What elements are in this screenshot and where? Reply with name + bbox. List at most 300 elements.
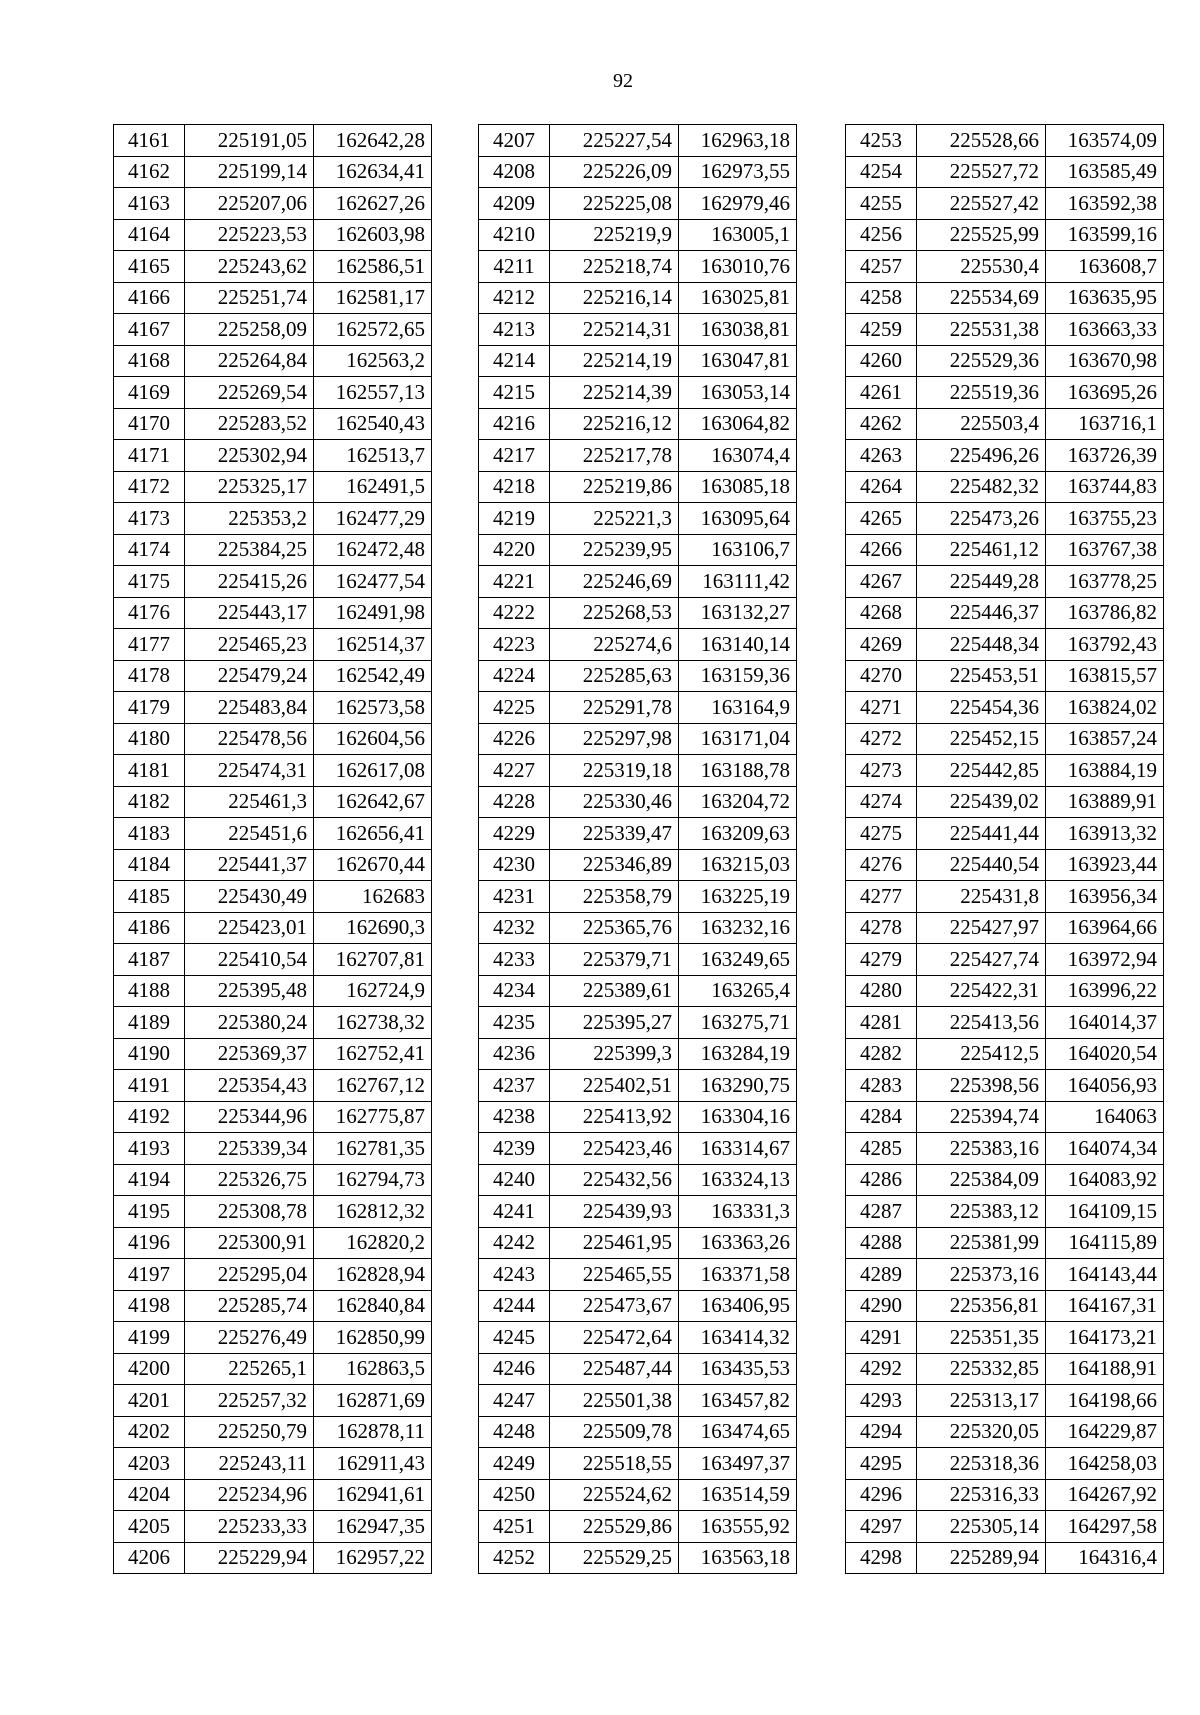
table-row: [479, 345, 797, 377]
table-row: [846, 1290, 1164, 1322]
y-coordinate-cell: 163474,65: [679, 1416, 797, 1448]
x-coordinate-cell: 225239,95: [550, 534, 679, 566]
point-number-cell: 4289: [846, 1259, 917, 1291]
point-number-cell: 4268: [846, 597, 917, 629]
point-number-cell: 4238: [479, 1101, 550, 1133]
y-coordinate-cell: 162707,81: [314, 944, 432, 976]
point-number-cell: 4251: [479, 1511, 550, 1543]
point-number-cell: 4256: [846, 219, 917, 251]
x-coordinate-cell: 225479,24: [185, 660, 314, 692]
table-row: [846, 881, 1164, 913]
x-coordinate-cell: 225461,3: [185, 786, 314, 818]
point-number-cell: 4272: [846, 723, 917, 755]
y-coordinate-cell: 163670,98: [1046, 345, 1164, 377]
table-row: [479, 818, 797, 850]
point-number-cell: 4207: [479, 125, 550, 157]
x-coordinate-cell: 225221,3: [550, 503, 679, 535]
y-coordinate-cell: 162724,9: [314, 975, 432, 1007]
point-number-cell: 4222: [479, 597, 550, 629]
table-row: [114, 314, 432, 346]
point-number-cell: 4250: [479, 1479, 550, 1511]
y-coordinate-cell: 163972,94: [1046, 944, 1164, 976]
table-row: [846, 1227, 1164, 1259]
y-coordinate-cell: 163095,64: [679, 503, 797, 535]
point-number-cell: 4183: [114, 818, 185, 850]
y-coordinate-cell: 162642,28: [314, 125, 432, 157]
table-row: [479, 1353, 797, 1385]
point-number-cell: 4171: [114, 440, 185, 472]
y-coordinate-cell: 164109,15: [1046, 1196, 1164, 1228]
x-coordinate-cell: 225229,94: [185, 1542, 314, 1574]
y-coordinate-cell: 163599,16: [1046, 219, 1164, 251]
x-coordinate-cell: 225527,72: [917, 156, 1046, 188]
y-coordinate-cell: 163074,4: [679, 440, 797, 472]
x-coordinate-cell: 225384,09: [917, 1164, 1046, 1196]
table-row: [479, 1007, 797, 1039]
y-coordinate-cell: 162863,5: [314, 1353, 432, 1385]
x-coordinate-cell: 225430,49: [185, 881, 314, 913]
y-coordinate-cell: 163563,18: [679, 1542, 797, 1574]
y-coordinate-cell: 162840,84: [314, 1290, 432, 1322]
table-row: [114, 1070, 432, 1102]
y-coordinate-cell: 163767,38: [1046, 534, 1164, 566]
x-coordinate-cell: 225217,78: [550, 440, 679, 472]
table-row: [479, 1038, 797, 1070]
table-row: [846, 345, 1164, 377]
x-coordinate-cell: 225496,26: [917, 440, 1046, 472]
x-coordinate-cell: 225225,08: [550, 188, 679, 220]
x-coordinate-cell: 225243,62: [185, 251, 314, 283]
y-coordinate-cell: 162642,67: [314, 786, 432, 818]
y-coordinate-cell: 163778,25: [1046, 566, 1164, 598]
table-row: [114, 566, 432, 598]
point-number-cell: 4247: [479, 1385, 550, 1417]
point-number-cell: 4223: [479, 629, 550, 661]
coordinates-table-1: [113, 124, 432, 1574]
point-number-cell: 4269: [846, 629, 917, 661]
x-coordinate-cell: 225330,46: [550, 786, 679, 818]
x-coordinate-cell: 225461,95: [550, 1227, 679, 1259]
table-row: [479, 1511, 797, 1543]
point-number-cell: 4237: [479, 1070, 550, 1102]
point-number-cell: 4266: [846, 534, 917, 566]
x-coordinate-cell: 225441,44: [917, 818, 1046, 850]
x-coordinate-cell: 225529,36: [917, 345, 1046, 377]
x-coordinate-cell: 225384,25: [185, 534, 314, 566]
point-number-cell: 4246: [479, 1353, 550, 1385]
point-number-cell: 4166: [114, 282, 185, 314]
y-coordinate-cell: 163010,76: [679, 251, 797, 283]
table-row: [114, 1511, 432, 1543]
x-coordinate-cell: 225353,2: [185, 503, 314, 535]
table-row: [114, 534, 432, 566]
table-row: [479, 692, 797, 724]
y-coordinate-cell: 162656,41: [314, 818, 432, 850]
point-number-cell: 4288: [846, 1227, 917, 1259]
point-number-cell: 4197: [114, 1259, 185, 1291]
x-coordinate-cell: 225358,79: [550, 881, 679, 913]
table-row: [846, 660, 1164, 692]
x-coordinate-cell: 225427,74: [917, 944, 1046, 976]
point-number-cell: 4218: [479, 471, 550, 503]
y-coordinate-cell: 162979,46: [679, 188, 797, 220]
x-coordinate-cell: 225395,27: [550, 1007, 679, 1039]
x-coordinate-cell: 225276,49: [185, 1322, 314, 1354]
table-row: [114, 1542, 432, 1574]
x-coordinate-cell: 225226,09: [550, 156, 679, 188]
y-coordinate-cell: 162820,2: [314, 1227, 432, 1259]
x-coordinate-cell: 225443,17: [185, 597, 314, 629]
y-coordinate-cell: 163265,4: [679, 975, 797, 1007]
table-row: [479, 660, 797, 692]
point-number-cell: 4169: [114, 377, 185, 409]
y-coordinate-cell: 162963,18: [679, 125, 797, 157]
table-row: [846, 282, 1164, 314]
y-coordinate-cell: 163663,33: [1046, 314, 1164, 346]
table-row: [846, 1007, 1164, 1039]
y-coordinate-cell: 164316,4: [1046, 1542, 1164, 1574]
x-coordinate-cell: 225528,66: [917, 125, 1046, 157]
y-coordinate-cell: 163038,81: [679, 314, 797, 346]
x-coordinate-cell: 225381,99: [917, 1227, 1046, 1259]
y-coordinate-cell: 163744,83: [1046, 471, 1164, 503]
x-coordinate-cell: 225398,56: [917, 1070, 1046, 1102]
table-row: [114, 1448, 432, 1480]
y-coordinate-cell: 163857,24: [1046, 723, 1164, 755]
point-number-cell: 4283: [846, 1070, 917, 1102]
x-coordinate-cell: 225448,34: [917, 629, 1046, 661]
point-number-cell: 4234: [479, 975, 550, 1007]
x-coordinate-cell: 225289,94: [917, 1542, 1046, 1574]
table-row: [846, 251, 1164, 283]
point-number-cell: 4258: [846, 282, 917, 314]
table-row: [846, 597, 1164, 629]
table-row: [479, 1070, 797, 1102]
point-number-cell: 4291: [846, 1322, 917, 1354]
x-coordinate-cell: 225461,12: [917, 534, 1046, 566]
point-number-cell: 4281: [846, 1007, 917, 1039]
x-coordinate-cell: 225318,36: [917, 1448, 1046, 1480]
coordinates-table-2: [478, 124, 797, 1574]
table-row: [479, 503, 797, 535]
point-number-cell: 4216: [479, 408, 550, 440]
x-coordinate-cell: 225354,43: [185, 1070, 314, 1102]
x-coordinate-cell: 225389,61: [550, 975, 679, 1007]
y-coordinate-cell: 163132,27: [679, 597, 797, 629]
x-coordinate-cell: 225264,84: [185, 345, 314, 377]
point-number-cell: 4243: [479, 1259, 550, 1291]
table-row: [114, 125, 432, 157]
y-coordinate-cell: 162812,32: [314, 1196, 432, 1228]
point-number-cell: 4253: [846, 125, 917, 157]
point-number-cell: 4200: [114, 1353, 185, 1385]
table-row: [479, 1448, 797, 1480]
point-number-cell: 4213: [479, 314, 550, 346]
point-number-cell: 4201: [114, 1385, 185, 1417]
y-coordinate-cell: 163889,91: [1046, 786, 1164, 818]
x-coordinate-cell: 225339,47: [550, 818, 679, 850]
x-coordinate-cell: 225482,32: [917, 471, 1046, 503]
point-number-cell: 4241: [479, 1196, 550, 1228]
x-coordinate-cell: 225394,74: [917, 1101, 1046, 1133]
table-row: [114, 471, 432, 503]
table-row: [846, 1259, 1164, 1291]
x-coordinate-cell: 225534,69: [917, 282, 1046, 314]
y-coordinate-cell: 164167,31: [1046, 1290, 1164, 1322]
x-coordinate-cell: 225399,3: [550, 1038, 679, 1070]
x-coordinate-cell: 225439,02: [917, 786, 1046, 818]
point-number-cell: 4224: [479, 660, 550, 692]
x-coordinate-cell: 225449,28: [917, 566, 1046, 598]
table-row: [846, 1101, 1164, 1133]
table-row: [479, 188, 797, 220]
y-coordinate-cell: 163275,71: [679, 1007, 797, 1039]
point-number-cell: 4184: [114, 849, 185, 881]
x-coordinate-cell: 225308,78: [185, 1196, 314, 1228]
y-coordinate-cell: 163574,09: [1046, 125, 1164, 157]
x-coordinate-cell: 225258,09: [185, 314, 314, 346]
x-coordinate-cell: 225356,81: [917, 1290, 1046, 1322]
table-row: [114, 1322, 432, 1354]
table-row: [479, 944, 797, 976]
x-coordinate-cell: 225316,33: [917, 1479, 1046, 1511]
point-number-cell: 4275: [846, 818, 917, 850]
y-coordinate-cell: 163585,49: [1046, 156, 1164, 188]
point-number-cell: 4274: [846, 786, 917, 818]
y-coordinate-cell: 163171,04: [679, 723, 797, 755]
y-coordinate-cell: 164258,03: [1046, 1448, 1164, 1480]
y-coordinate-cell: 162627,26: [314, 188, 432, 220]
table-row: [114, 1416, 432, 1448]
point-number-cell: 4225: [479, 692, 550, 724]
x-coordinate-cell: 225530,4: [917, 251, 1046, 283]
point-number-cell: 4170: [114, 408, 185, 440]
point-number-cell: 4181: [114, 755, 185, 787]
point-number-cell: 4285: [846, 1133, 917, 1165]
table-row: [114, 440, 432, 472]
x-coordinate-cell: 225527,42: [917, 188, 1046, 220]
table-row: [114, 1164, 432, 1196]
x-coordinate-cell: 225501,38: [550, 1385, 679, 1417]
y-coordinate-cell: 164074,34: [1046, 1133, 1164, 1165]
point-number-cell: 4286: [846, 1164, 917, 1196]
table-row: [846, 755, 1164, 787]
y-coordinate-cell: 163232,16: [679, 912, 797, 944]
table-row: [114, 1290, 432, 1322]
y-coordinate-cell: 163815,57: [1046, 660, 1164, 692]
y-coordinate-cell: 163064,82: [679, 408, 797, 440]
y-coordinate-cell: 162634,41: [314, 156, 432, 188]
x-coordinate-cell: 225305,14: [917, 1511, 1046, 1543]
table-row: [846, 723, 1164, 755]
table-row: [846, 503, 1164, 535]
point-number-cell: 4192: [114, 1101, 185, 1133]
point-number-cell: 4215: [479, 377, 550, 409]
table-row: [114, 1353, 432, 1385]
x-coordinate-cell: 225268,53: [550, 597, 679, 629]
y-coordinate-cell: 163159,36: [679, 660, 797, 692]
point-number-cell: 4276: [846, 849, 917, 881]
y-coordinate-cell: 162604,56: [314, 723, 432, 755]
x-coordinate-cell: 225191,05: [185, 125, 314, 157]
y-coordinate-cell: 163964,66: [1046, 912, 1164, 944]
point-number-cell: 4203: [114, 1448, 185, 1480]
x-coordinate-cell: 225503,4: [917, 408, 1046, 440]
x-coordinate-cell: 225441,37: [185, 849, 314, 881]
table-row: [846, 1542, 1164, 1574]
y-coordinate-cell: 163209,63: [679, 818, 797, 850]
point-number-cell: 4196: [114, 1227, 185, 1259]
x-coordinate-cell: 225295,04: [185, 1259, 314, 1291]
y-coordinate-cell: 163324,13: [679, 1164, 797, 1196]
x-coordinate-cell: 225219,9: [550, 219, 679, 251]
x-coordinate-cell: 225346,89: [550, 849, 679, 881]
x-coordinate-cell: 225320,05: [917, 1416, 1046, 1448]
table-row: [846, 219, 1164, 251]
x-coordinate-cell: 225250,79: [185, 1416, 314, 1448]
point-number-cell: 4263: [846, 440, 917, 472]
y-coordinate-cell: 163140,14: [679, 629, 797, 661]
point-number-cell: 4195: [114, 1196, 185, 1228]
y-coordinate-cell: 162573,58: [314, 692, 432, 724]
x-coordinate-cell: 225332,85: [917, 1353, 1046, 1385]
table-row: [114, 1007, 432, 1039]
x-coordinate-cell: 225452,15: [917, 723, 1046, 755]
table-row: [114, 1196, 432, 1228]
table-row: [846, 314, 1164, 346]
point-number-cell: 4205: [114, 1511, 185, 1543]
table-row: [479, 1227, 797, 1259]
y-coordinate-cell: 162690,3: [314, 912, 432, 944]
x-coordinate-cell: 225199,14: [185, 156, 314, 188]
table-row: [479, 534, 797, 566]
point-number-cell: 4173: [114, 503, 185, 535]
y-coordinate-cell: 163792,43: [1046, 629, 1164, 661]
table-row: [479, 440, 797, 472]
y-coordinate-cell: 164297,58: [1046, 1511, 1164, 1543]
x-coordinate-cell: 225283,52: [185, 408, 314, 440]
table-row: [114, 755, 432, 787]
table-row: [846, 1479, 1164, 1511]
y-coordinate-cell: 164063: [1046, 1101, 1164, 1133]
x-coordinate-cell: 225302,94: [185, 440, 314, 472]
x-coordinate-cell: 225473,67: [550, 1290, 679, 1322]
y-coordinate-cell: 164056,93: [1046, 1070, 1164, 1102]
point-number-cell: 4297: [846, 1511, 917, 1543]
y-coordinate-cell: 162670,44: [314, 849, 432, 881]
table-row: [479, 1290, 797, 1322]
table-row: [846, 1385, 1164, 1417]
table-row: [846, 125, 1164, 157]
table-row: [479, 125, 797, 157]
x-coordinate-cell: 225423,46: [550, 1133, 679, 1165]
table-row: [846, 1038, 1164, 1070]
point-number-cell: 4172: [114, 471, 185, 503]
table-row: [114, 881, 432, 913]
point-number-cell: 4233: [479, 944, 550, 976]
table-row: [479, 282, 797, 314]
table-row: [846, 1196, 1164, 1228]
x-coordinate-cell: 225251,74: [185, 282, 314, 314]
y-coordinate-cell: 164173,21: [1046, 1322, 1164, 1354]
point-number-cell: 4210: [479, 219, 550, 251]
y-coordinate-cell: 162572,65: [314, 314, 432, 346]
y-coordinate-cell: 163215,03: [679, 849, 797, 881]
x-coordinate-cell: 225300,91: [185, 1227, 314, 1259]
point-number-cell: 4232: [479, 912, 550, 944]
point-number-cell: 4273: [846, 755, 917, 787]
y-coordinate-cell: 162871,69: [314, 1385, 432, 1417]
y-coordinate-cell: 162603,98: [314, 219, 432, 251]
x-coordinate-cell: 225380,24: [185, 1007, 314, 1039]
table-row: [114, 1133, 432, 1165]
y-coordinate-cell: 162477,29: [314, 503, 432, 535]
point-number-cell: 4298: [846, 1542, 917, 1574]
x-coordinate-cell: 225478,56: [185, 723, 314, 755]
y-coordinate-cell: 162513,7: [314, 440, 432, 472]
x-coordinate-cell: 225297,98: [550, 723, 679, 755]
y-coordinate-cell: 164267,92: [1046, 1479, 1164, 1511]
point-number-cell: 4231: [479, 881, 550, 913]
y-coordinate-cell: 162850,99: [314, 1322, 432, 1354]
table-row: [479, 219, 797, 251]
table-row: [114, 156, 432, 188]
y-coordinate-cell: 163457,82: [679, 1385, 797, 1417]
x-coordinate-cell: 225413,56: [917, 1007, 1046, 1039]
point-number-cell: 4248: [479, 1416, 550, 1448]
x-coordinate-cell: 225257,32: [185, 1385, 314, 1417]
y-coordinate-cell: 162563,2: [314, 345, 432, 377]
point-number-cell: 4257: [846, 251, 917, 283]
x-coordinate-cell: 225412,5: [917, 1038, 1046, 1070]
y-coordinate-cell: 163331,3: [679, 1196, 797, 1228]
point-number-cell: 4178: [114, 660, 185, 692]
y-coordinate-cell: 162973,55: [679, 156, 797, 188]
x-coordinate-cell: 225422,31: [917, 975, 1046, 1007]
table-row: [114, 219, 432, 251]
point-number-cell: 4193: [114, 1133, 185, 1165]
table-row: [479, 377, 797, 409]
table-row: [846, 1164, 1164, 1196]
table-row: [114, 1385, 432, 1417]
y-coordinate-cell: 163726,39: [1046, 440, 1164, 472]
table-row: [846, 1511, 1164, 1543]
table-row: [846, 156, 1164, 188]
y-coordinate-cell: 163225,19: [679, 881, 797, 913]
point-number-cell: 4226: [479, 723, 550, 755]
x-coordinate-cell: 225379,71: [550, 944, 679, 976]
point-number-cell: 4277: [846, 881, 917, 913]
point-number-cell: 4242: [479, 1227, 550, 1259]
x-coordinate-cell: 225431,8: [917, 881, 1046, 913]
x-coordinate-cell: 225243,11: [185, 1448, 314, 1480]
point-number-cell: 4219: [479, 503, 550, 535]
table-row: [479, 1259, 797, 1291]
table-row: [114, 1479, 432, 1511]
y-coordinate-cell: 163053,14: [679, 377, 797, 409]
table-row: [846, 1448, 1164, 1480]
x-coordinate-cell: 225214,31: [550, 314, 679, 346]
x-coordinate-cell: 225383,12: [917, 1196, 1046, 1228]
table-row: [479, 1164, 797, 1196]
y-coordinate-cell: 163497,37: [679, 1448, 797, 1480]
point-number-cell: 4261: [846, 377, 917, 409]
table-row: [114, 912, 432, 944]
y-coordinate-cell: 163824,02: [1046, 692, 1164, 724]
point-number-cell: 4164: [114, 219, 185, 251]
point-number-cell: 4240: [479, 1164, 550, 1196]
x-coordinate-cell: 225216,14: [550, 282, 679, 314]
